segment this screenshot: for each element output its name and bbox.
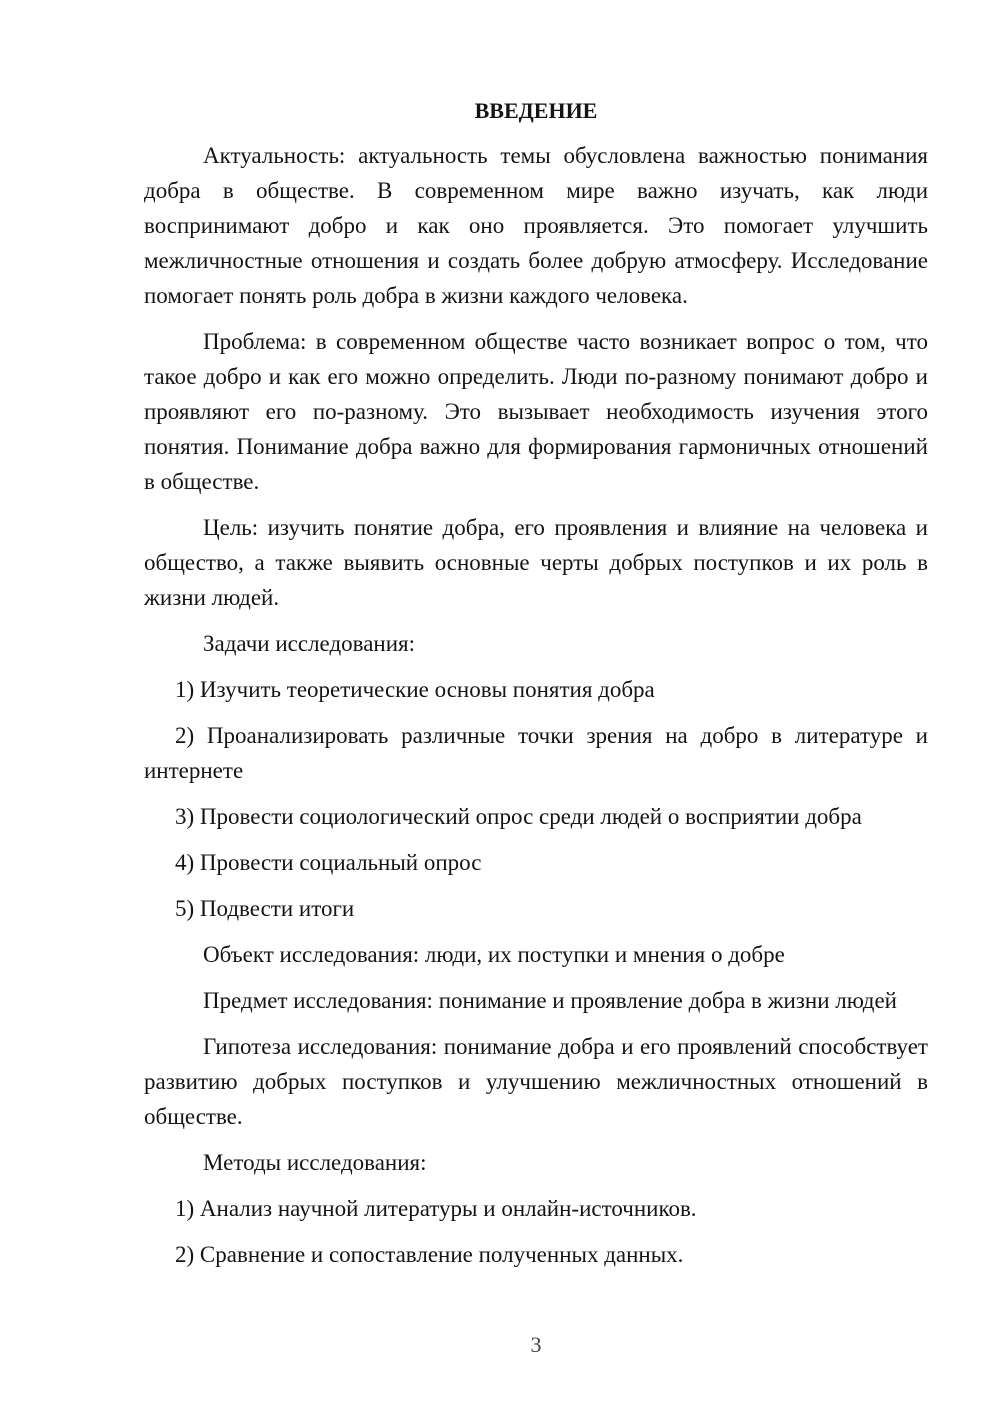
page-title: ВВЕДЕНИЕ (474, 98, 598, 123)
task-item-3: 3) Провести социологический опрос среди людей о восприятии добра (175, 804, 862, 829)
relevance-paragraph: Актуальность: актуальность темы обусловлена важностью понимания добра в обществе. В современном мире важно изучать, как люди воспринимают добро и как оно проявляется. Это помогает улучшить межличностные отношения и создать более добрую атмосферу. Исследование помогает понять роль добра в жизни каждого человека. (144, 143, 928, 308)
task-item-5: 5) Подвести итоги (175, 896, 355, 921)
subject-paragraph: Предмет исследования: понимание и проявление добра в жизни людей (203, 988, 897, 1013)
goal-paragraph: Цель: изучить понятие добра, его проявления и влияние на человека и общество, а также выявить основные черты добрых поступков и их роль в жизни людей. (144, 515, 928, 610)
method-item-2: 2) Сравнение и сопоставление полученных данных. (175, 1242, 684, 1267)
methods-heading: Методы исследования: (203, 1150, 427, 1175)
problem-paragraph: Проблема: в современном обществе часто возникает вопрос о том, что такое добро и как его можно определить. Люди по-разному понимают добро и проявляют его по-разному. Это вызывает необходимость изучения этого понятия. Понимание добра важно для формирования гармоничных отношений в обществе. (144, 329, 928, 494)
task-item-4: 4) Провести социальный опрос (175, 850, 482, 875)
page-number: 3 (530, 1332, 542, 1357)
object-paragraph: Объект исследования: люди, их поступки и мнения о добре (203, 942, 785, 967)
tasks-heading: Задачи исследования: (203, 631, 416, 656)
task-item-2: 2) Проанализировать различные точки зрения на добро в литературе и интернете (144, 723, 928, 783)
method-item-1: 1) Анализ научной литературы и онлайн-источников. (175, 1196, 697, 1221)
hypothesis-paragraph: Гипотеза исследования: понимание добра и его проявлений способствует развитию добрых поступков и улучшению межличностных отношений в обществе. (144, 1034, 928, 1129)
page-content (144, 96, 928, 1283)
task-item-1: 1) Изучить теоретические основы понятия добра (175, 677, 655, 702)
